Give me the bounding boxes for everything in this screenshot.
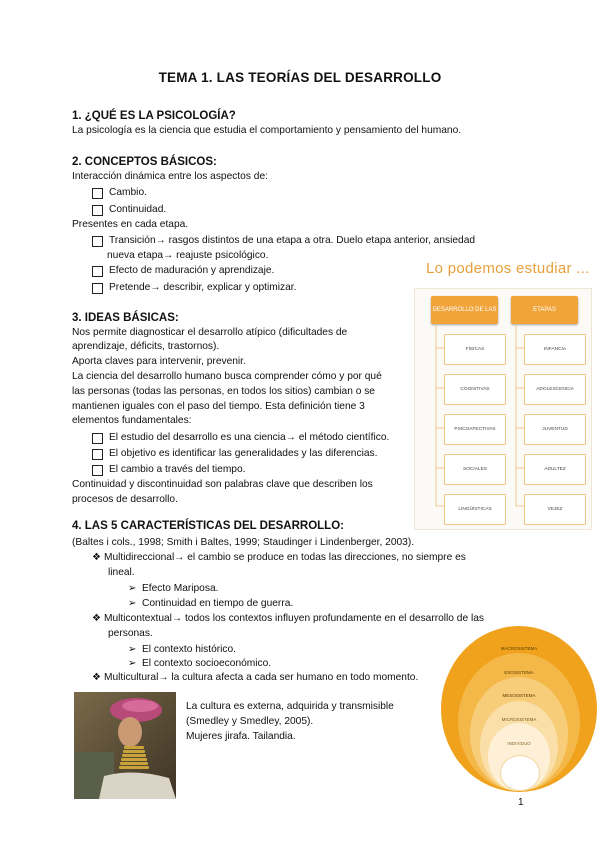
checkbox-icon bbox=[92, 205, 103, 216]
diagram-box-adultez: ADULTEZ bbox=[524, 454, 586, 485]
diamond-bullet-icon: ❖ bbox=[92, 672, 101, 683]
arrowhead-bullet-icon: ➢ bbox=[128, 598, 137, 609]
characteristic-item: ❖ Multicultural→ la cultura afecta a cada ser humano en todo momento. bbox=[92, 672, 419, 683]
section-3-line: Nos permite diagnosticar el desarrollo atípico (dificultades de bbox=[72, 327, 348, 338]
checklist-item: Continuidad. bbox=[92, 203, 166, 217]
section-3-line: aprendizaje, déficits, trastornos). bbox=[72, 341, 220, 352]
checklist-item: Transición→ rasgos distintos de una etapa a otra. Duelo etapa anterior, ansiedad bbox=[92, 234, 475, 248]
characteristic-continuation: personas. bbox=[108, 628, 153, 639]
photo-caption-line: Mujeres jirafa. Tailandia. bbox=[186, 731, 296, 742]
photo-giraffe-women bbox=[74, 692, 176, 799]
checklist-item: El cambio a través del tiempo. bbox=[92, 463, 245, 477]
section-3-line: elementos fundamentales: bbox=[72, 415, 192, 426]
checklist-item: Cambio. bbox=[92, 186, 147, 200]
diagram-box-sociales: SOCIALES bbox=[444, 454, 506, 485]
checklist-item: El estudio del desarrollo es una ciencia→ el método científico. bbox=[92, 431, 389, 445]
section-3-closing: Continuidad y discontinuidad son palabras clave que describen los bbox=[72, 479, 373, 490]
sub-item: ➢ Continuidad en tiempo de guerra. bbox=[128, 598, 294, 609]
checkbox-icon bbox=[92, 266, 103, 277]
section-4-heading: 4. LAS 5 CARACTERÍSTICAS DEL DESARROLLO: bbox=[72, 520, 344, 532]
section-3-line: mantienen iguales con el paso del tiempo. Esta definición tiene 3 bbox=[72, 401, 365, 412]
checkbox-icon bbox=[92, 283, 103, 294]
diagram-box-cognitivas: COGNITIVAS bbox=[444, 374, 506, 405]
arrowhead-bullet-icon: ➢ bbox=[128, 658, 137, 669]
connector-branches-right bbox=[516, 348, 524, 506]
section-3-closing: procesos de desarrollo. bbox=[72, 494, 178, 505]
diamond-bullet-icon: ❖ bbox=[92, 613, 101, 624]
sub-item: ➢ El contexto histórico. bbox=[128, 644, 236, 655]
diagram-box-linguisticas: LINGÜÍSTICAS bbox=[444, 494, 506, 525]
section-1-heading: 1. ¿QUÉ ES LA PSICOLOGÍA? bbox=[72, 110, 236, 122]
section-3-heading: 3. IDEAS BÁSICAS: bbox=[72, 312, 179, 324]
arrowhead-bullet-icon: ➢ bbox=[128, 644, 137, 655]
section-3-line: La ciencia del desarrollo humano busca comprender cómo y por qué bbox=[72, 371, 382, 382]
ecological-rings bbox=[440, 625, 600, 795]
photo-illustration bbox=[74, 692, 176, 799]
diagram-box-adolescencia: ADOLESCENCIA bbox=[524, 374, 586, 405]
ring-label-individuo: INDIVIDUO bbox=[507, 741, 531, 746]
diagram-head-etapas: ETAPAS bbox=[511, 296, 578, 324]
section-2-present: Presentes en cada etapa. bbox=[72, 219, 189, 230]
diagram-box-juventud: JUVENTUD bbox=[524, 414, 586, 445]
photo-caption-line: La cultura es externa, adquirida y transmisible bbox=[186, 701, 394, 712]
section-2-intro: Interacción dinámica entre los aspectos de: bbox=[72, 171, 268, 182]
section-4-citation: (Baltes i cols., 1998; Smith i Baltes, 1999; Staudinger i Lindenberger, 2003). bbox=[72, 537, 415, 548]
checklist-item: Pretende→ describir, explicar y optimizar. bbox=[92, 281, 296, 295]
ring-center bbox=[500, 755, 540, 791]
diagram-box-infancia: INFANCIA bbox=[524, 334, 586, 365]
ring-label-microsistema: MICROSISTEMA bbox=[501, 717, 537, 722]
arrowhead-bullet-icon: ➢ bbox=[128, 583, 137, 594]
section-2-heading: 2. CONCEPTOS BÁSICOS: bbox=[72, 156, 217, 168]
diagram-title: Lo podemos estudiar ... bbox=[426, 260, 590, 277]
diagram-box-vejez: VEJEZ bbox=[524, 494, 586, 525]
checkbox-icon bbox=[92, 449, 103, 460]
diamond-bullet-icon: ❖ bbox=[92, 552, 101, 563]
photo-caption-line: (Smedley y Smedley, 2005). bbox=[186, 716, 314, 727]
characteristic-item: ❖ Multidireccional→ el cambio se produce en todas las direcciones, no siempre es bbox=[92, 552, 466, 563]
sub-item: ➢ Efecto Mariposa. bbox=[128, 583, 219, 594]
connector-branches-left bbox=[436, 348, 444, 506]
diagram-connectors bbox=[414, 288, 590, 528]
section-3-line: Aporta claves para intervenir, prevenir. bbox=[72, 356, 246, 367]
ring-label-exosistema: EXOSISTEMA bbox=[504, 670, 534, 675]
page-number: 1 bbox=[518, 797, 524, 808]
checkbox-icon bbox=[92, 465, 103, 476]
section-3-line: las personas (todas las personas, en todos los sitios) cambian o se bbox=[72, 386, 375, 397]
checkbox-icon bbox=[92, 236, 103, 247]
diagram-box-psicoafectivas: PSICOAFECTIVAS bbox=[444, 414, 506, 445]
checkbox-icon bbox=[92, 188, 103, 199]
diagram-box-fisicas: FÍSICAS bbox=[444, 334, 506, 365]
checklist-item: El objetivo es identificar las generalidades y las diferencias. bbox=[92, 447, 377, 461]
ring-label-mesosistema: MESOSISTEMA bbox=[502, 693, 536, 698]
checklist-item-continuation: nueva etapa→ reajuste psicológico. bbox=[107, 250, 269, 261]
section-1-text: La psicología es la ciencia que estudia el comportamiento y pensamiento del humano. bbox=[72, 125, 462, 136]
characteristic-continuation: lineal. bbox=[108, 567, 135, 578]
characteristic-item: ❖ Multicontextual→ todos los contextos influyen profundamente en el desarrollo de las bbox=[92, 613, 484, 624]
sub-item: ➢ El contexto socioeconómico. bbox=[128, 658, 272, 669]
checklist-item: Efecto de maduración y aprendizaje. bbox=[92, 264, 274, 278]
document-title: TEMA 1. LAS TEORÍAS DEL DESARROLLO bbox=[158, 70, 442, 85]
ring-label-macrosistema: MACROSISTEMA bbox=[500, 646, 538, 651]
diagram-head-desarrollo: DESARROLLO DE LAS bbox=[431, 296, 498, 324]
checkbox-icon bbox=[92, 433, 103, 444]
